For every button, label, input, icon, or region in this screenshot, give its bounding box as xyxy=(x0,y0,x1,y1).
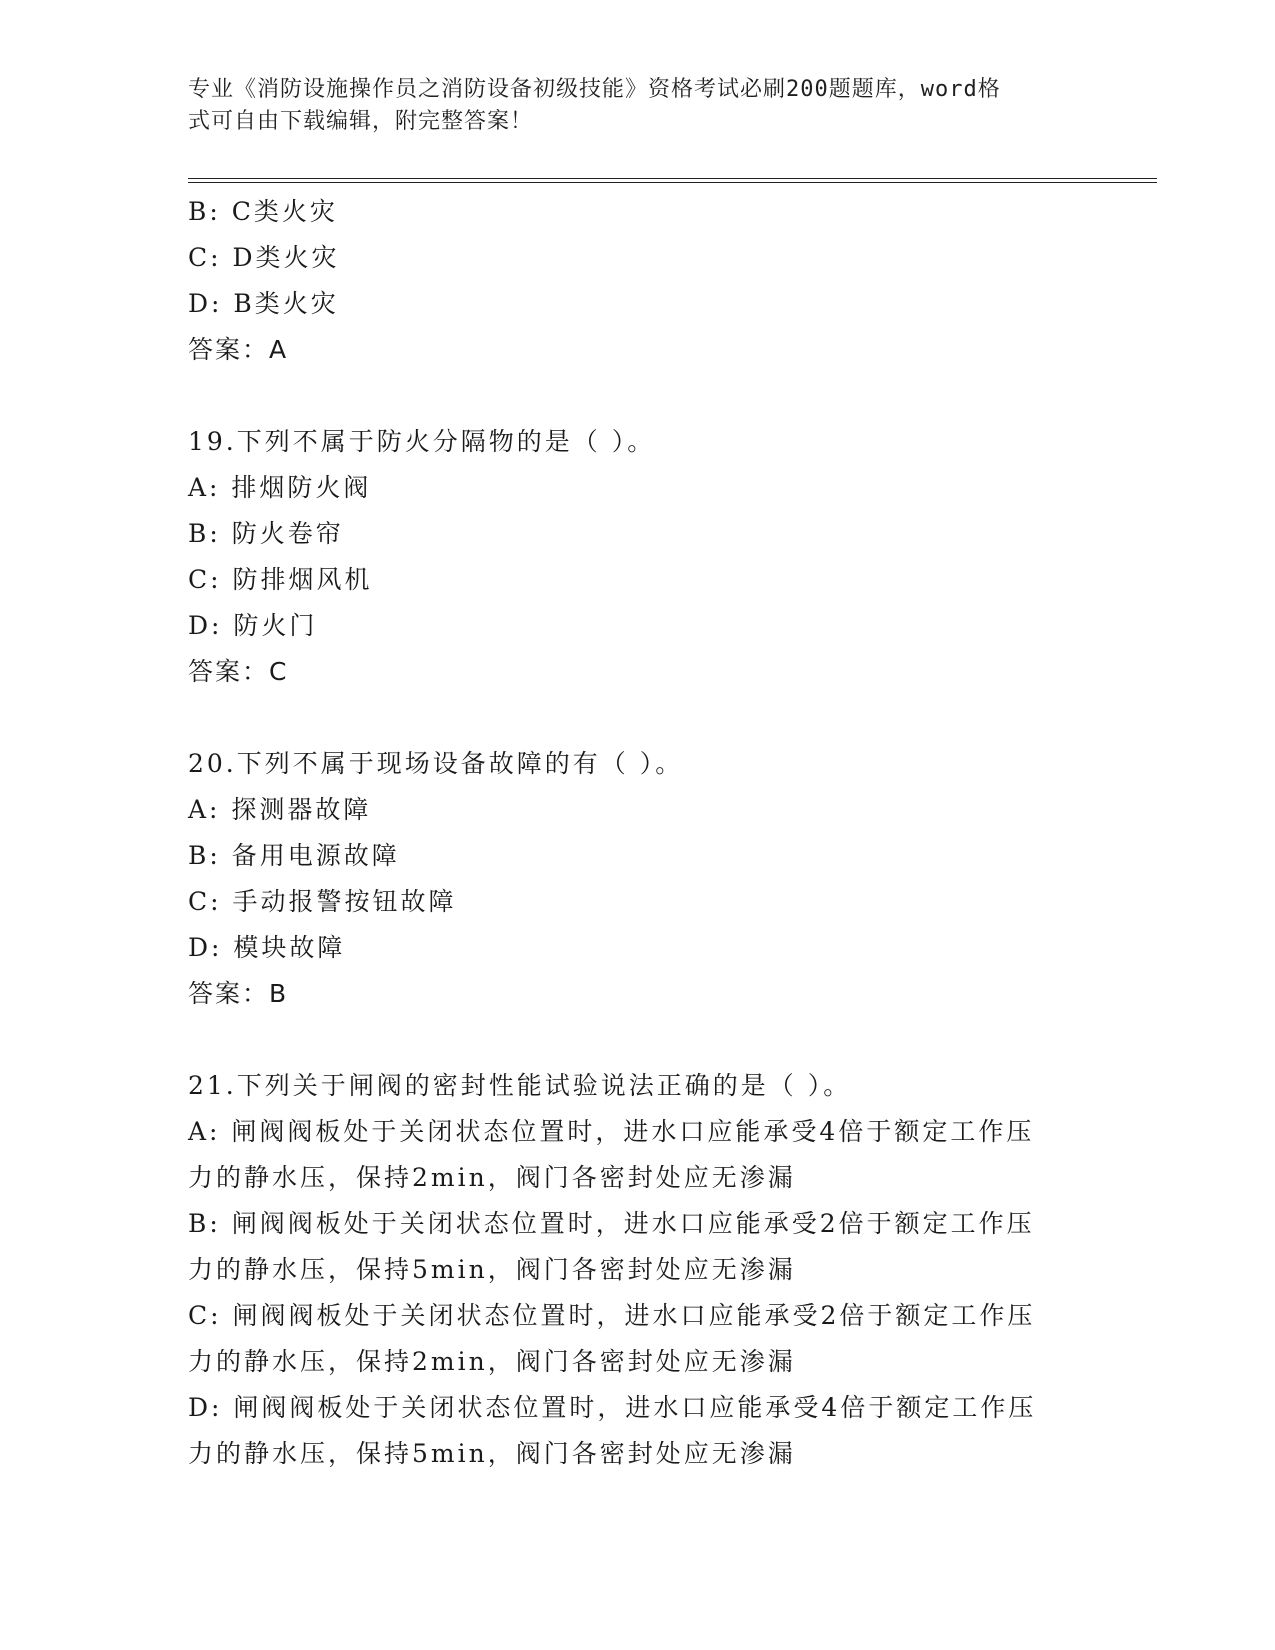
spacer xyxy=(188,1017,1088,1063)
q21-option-a-line-2: 力的静水压，保持2min，阀门各密封处应无渗漏 xyxy=(188,1163,796,1192)
q19-option-c: C: 防排烟风机 xyxy=(188,565,373,594)
q21-option-d-line-2: 力的静水压，保持5min，阀门各密封处应无渗漏 xyxy=(188,1439,796,1468)
spacer xyxy=(188,373,1088,419)
q20-option-d: D: 模块故障 xyxy=(188,933,346,962)
q20-answer: 答案：B xyxy=(188,979,289,1008)
q19-stem: 19.下列不属于防火分隔物的是（ ）。 xyxy=(188,427,656,456)
document-body xyxy=(188,189,1088,1477)
q20-option-a: A: 探测器故障 xyxy=(188,795,372,824)
q21-option-d-line-1: D: 闸阀阀板处于关闭状态位置时，进水口应能承受4倍于额定工作压 xyxy=(188,1393,1037,1422)
header-double-rule xyxy=(188,178,1157,183)
q20-option-c: C: 手动报警按钮故障 xyxy=(188,887,457,916)
q21-option-b-line-2: 力的静水压，保持5min，阀门各密封处应无渗漏 xyxy=(188,1255,796,1284)
q21-stem: 21.下列关于闸阀的密封性能试验说法正确的是（ ）。 xyxy=(188,1071,852,1100)
q19-option-a: A: 排烟防火阀 xyxy=(188,473,372,502)
q20-stem: 20.下列不属于现场设备故障的有（ ）。 xyxy=(188,749,684,778)
q18-option-c: C: D类火灾 xyxy=(188,243,340,272)
q19-answer: 答案：C xyxy=(188,657,289,686)
q21-option-a-line-1: A: 闸阀阀板处于关闭状态位置时，进水口应能承受4倍于额定工作压 xyxy=(188,1117,1035,1146)
q21-option-c-line-2: 力的静水压，保持2min，阀门各密封处应无渗漏 xyxy=(188,1347,796,1376)
header-line-1: 专业《消防设施操作员之消防设备初级技能》资格考试必刷200题题库，word格 xyxy=(188,77,1001,102)
document-header xyxy=(188,74,1068,138)
q20-option-b: B: 备用电源故障 xyxy=(188,841,400,870)
q18-option-b: B: C类火灾 xyxy=(188,197,338,226)
q21-option-c-line-1: C: 闸阀阀板处于关闭状态位置时，进水口应能承受2倍于额定工作压 xyxy=(188,1301,1036,1330)
q18-option-d: D: B类火灾 xyxy=(188,289,339,318)
q18-answer: 答案：A xyxy=(188,335,289,364)
spacer xyxy=(188,695,1088,741)
q21-option-b-line-1: B: 闸阀阀板处于关闭状态位置时，进水口应能承受2倍于额定工作压 xyxy=(188,1209,1035,1238)
header-line-2: 式可自由下载编辑，附完整答案！ xyxy=(188,109,534,134)
q19-option-d: D: 防火门 xyxy=(188,611,318,640)
q19-option-b: B: 防火卷帘 xyxy=(188,519,344,548)
